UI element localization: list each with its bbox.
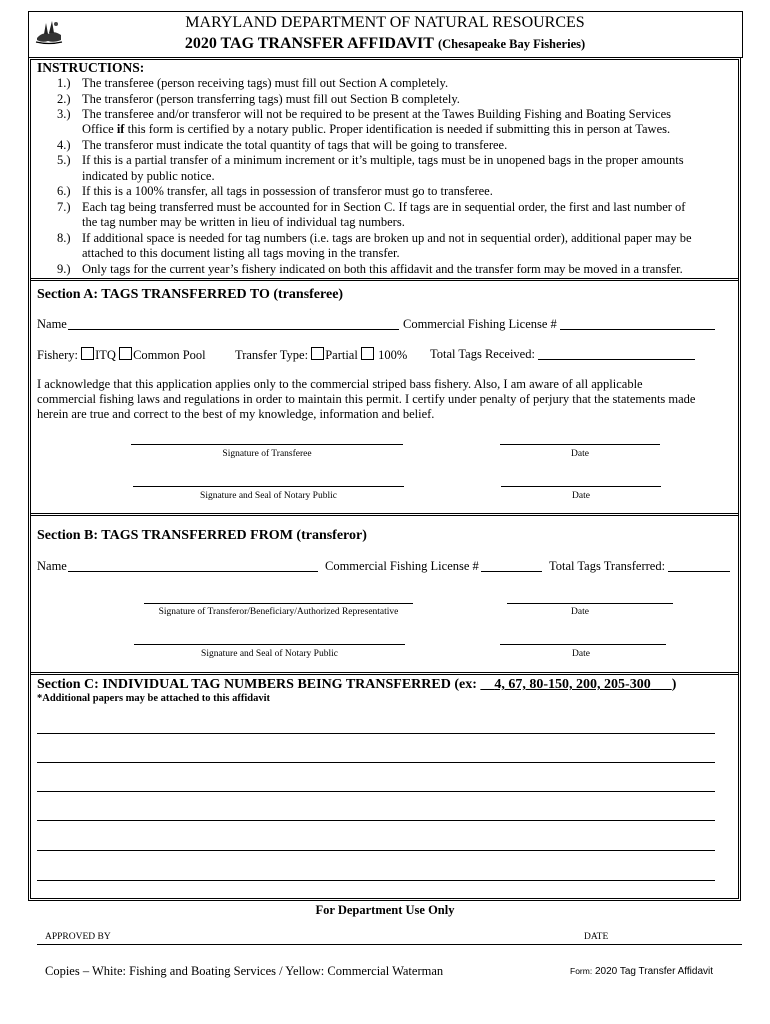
acknowledgement-line-3: herein are true and correct to the best of my knowledge, information and belief. — [37, 407, 435, 421]
tag-number-line[interactable] — [37, 733, 715, 734]
transfer-type-label: Transfer Type: — [235, 348, 309, 362]
form-title — [0, 35, 770, 53]
instruction-if: if — [116, 122, 125, 136]
common-pool-checkbox[interactable] — [119, 347, 132, 360]
section-c-closing: ) — [671, 677, 677, 692]
instruction-text: The transferee (person receiving tags) must fill out Section A completely. — [82, 76, 449, 90]
instruction-text: The transferee and/or transferor will not be required to be present at the Tawes Building Fishing and Boating Services — [82, 107, 672, 121]
instruction-num: 4.) — [57, 138, 71, 152]
tag-number-line[interactable] — [37, 880, 715, 881]
divider-b — [31, 513, 738, 516]
section-c-note: *Additional papers may be attached to this affidavit — [37, 693, 271, 704]
instruction-text: Each tag being transferred must be accounted for in Section C. If tags are in sequential order, the first and last number of — [82, 200, 686, 214]
form-identifier-name: 2020 Tag Transfer Affidavit — [594, 966, 714, 977]
instruction-office: Office — [82, 122, 114, 136]
notary-b-date-field[interactable] — [500, 644, 666, 645]
acknowledgement-line-2: commercial fishing laws and regulations in order to maintain this permit. I certify under penalty of perjury that the statements made — [37, 392, 696, 406]
section-b-heading: Section B: TAGS TRANSFERRED FROM (transferor) — [37, 528, 367, 543]
instruction-num: 9.) — [57, 262, 71, 276]
instruction-text-cont: attached to this document listing all tags moving in the transfer. — [82, 246, 400, 260]
transferee-name-label: Name — [37, 317, 67, 331]
agency-name: MARYLAND DEPARTMENT OF NATURAL RESOURCES — [185, 14, 585, 31]
transferor-license-label: Commercial Fishing License # — [325, 559, 479, 573]
transferee-name-field[interactable] — [68, 329, 399, 330]
notary-b-signature-caption: Signature and Seal of Notary Public — [201, 649, 338, 659]
total-transferred-label: Total Tags Transferred: — [549, 559, 666, 573]
itq-label: ITQ — [95, 348, 116, 362]
tag-number-line[interactable] — [37, 850, 715, 851]
section-c-example — [480, 677, 671, 692]
form-identifier-label: Form: — [570, 966, 593, 976]
transferee-license-field[interactable] — [560, 329, 715, 330]
hundred-percent-checkbox[interactable] — [361, 347, 374, 360]
partial-checkbox[interactable] — [311, 347, 324, 360]
form-title-main: 2020 TAG TRANSFER AFFIDAVIT — [184, 35, 434, 52]
section-c-example-text: 4, 67, 80-150, 200, 205-300 — [494, 677, 651, 692]
instruction-text: If additional space is needed for tag numbers (i.e. tags are broken up and not in sequential order), additional paper may be — [82, 231, 692, 245]
tag-number-line[interactable] — [37, 791, 715, 792]
instruction-text-cont: the tag number may be written in lieu of individual tag numbers. — [82, 215, 405, 229]
instruction-text: The transferor must indicate the total quantity of tags that will be going to transferee. — [82, 138, 508, 152]
divider-a — [31, 278, 738, 281]
instruction-num: 2.) — [57, 92, 71, 106]
partial-label: Partial — [325, 348, 358, 362]
transferor-signature-caption: Signature of Transferor/Beneficiary/Authorized Representative — [158, 607, 399, 617]
section-c-heading-row — [37, 677, 676, 693]
instruction-num: 5.) — [57, 153, 71, 167]
tag-number-line[interactable] — [37, 820, 715, 821]
instruction-rest: this form is certified by a notary public. Proper identification is needed if submitting this in person at Tawes. — [127, 122, 671, 136]
instruction-num: 3.) — [57, 107, 71, 121]
approved-by-label: APPROVED BY — [45, 932, 111, 942]
instruction-text-cont — [82, 122, 742, 137]
transfer-type-row — [235, 347, 407, 363]
notary-b-date-caption: Date — [572, 649, 590, 659]
instruction-text: Only tags for the current year’s fishery indicated on both this affidavit and the transfer form may be moved in a transfer. — [82, 262, 683, 276]
instructions-heading: INSTRUCTIONS: — [37, 60, 145, 75]
instruction-text: The transferor (person transferring tags) must fill out Section B completely. — [82, 92, 460, 106]
divider-c — [31, 672, 738, 675]
instruction-num: 6.) — [57, 184, 71, 198]
notary-a-date-field[interactable] — [501, 486, 661, 487]
transferor-date-field[interactable] — [507, 603, 673, 604]
transferor-name-field[interactable] — [68, 571, 318, 572]
fishery-row — [37, 347, 206, 363]
common-pool-label: Common Pool — [133, 348, 206, 362]
tag-number-line[interactable] — [37, 762, 715, 763]
transferor-date-caption: Date — [571, 607, 589, 617]
copies-note: Copies – White: Fishing and Boating Services / Yellow: Commercial Waterman — [45, 964, 444, 978]
dept-date-label: DATE — [584, 932, 609, 942]
form-identifier — [570, 966, 713, 977]
instruction-text: If this is a 100% transfer, all tags in possession of transferor must go to transferee. — [82, 184, 493, 198]
notary-a-signature-caption: Signature and Seal of Notary Public — [200, 491, 337, 501]
department-use-heading: For Department Use Only — [315, 903, 455, 917]
notary-a-date-caption: Date — [572, 491, 590, 501]
hundred-percent-label: 100% — [378, 348, 408, 362]
instruction-text: If this is a partial transfer of a minimum increment or it’s multiple, tags must be in unopened bags in the proper amounts — [82, 153, 684, 167]
form-title-sub: (Chesapeake Bay Fisheries) — [437, 37, 586, 51]
itq-checkbox[interactable] — [81, 347, 94, 360]
transferor-signature-field[interactable] — [144, 603, 413, 604]
section-a-heading: Section A: TAGS TRANSFERRED TO (transferee) — [37, 287, 344, 302]
transferor-license-field[interactable] — [481, 571, 542, 572]
transferor-name-label: Name — [37, 559, 67, 573]
section-c-heading: Section C: INDIVIDUAL TAG NUMBERS BEING TRANSFERRED (ex: — [37, 677, 477, 692]
transferee-date-field[interactable] — [500, 444, 660, 445]
fishery-label: Fishery: — [37, 348, 78, 362]
department-use-line[interactable] — [37, 944, 742, 945]
total-received-label: Total Tags Received: — [430, 347, 535, 361]
instruction-num: 8.) — [57, 231, 71, 245]
transferee-license-label: Commercial Fishing License # — [403, 317, 557, 331]
instruction-text-cont: indicated by public notice. — [82, 169, 215, 183]
instruction-num: 1.) — [57, 76, 71, 90]
total-transferred-field[interactable] — [668, 571, 730, 572]
notary-b-signature-field[interactable] — [134, 644, 405, 645]
transferee-signature-caption: Signature of Transferee — [222, 449, 312, 459]
transferee-signature-field[interactable] — [131, 444, 403, 445]
transferee-date-caption: Date — [571, 449, 589, 459]
acknowledgement-line-1: I acknowledge that this application applies only to the commercial striped bass fishery. Also, I am aware of all applicable — [37, 377, 643, 391]
notary-a-signature-field[interactable] — [133, 486, 404, 487]
instruction-num: 7.) — [57, 200, 71, 214]
total-received-field[interactable] — [538, 359, 695, 360]
